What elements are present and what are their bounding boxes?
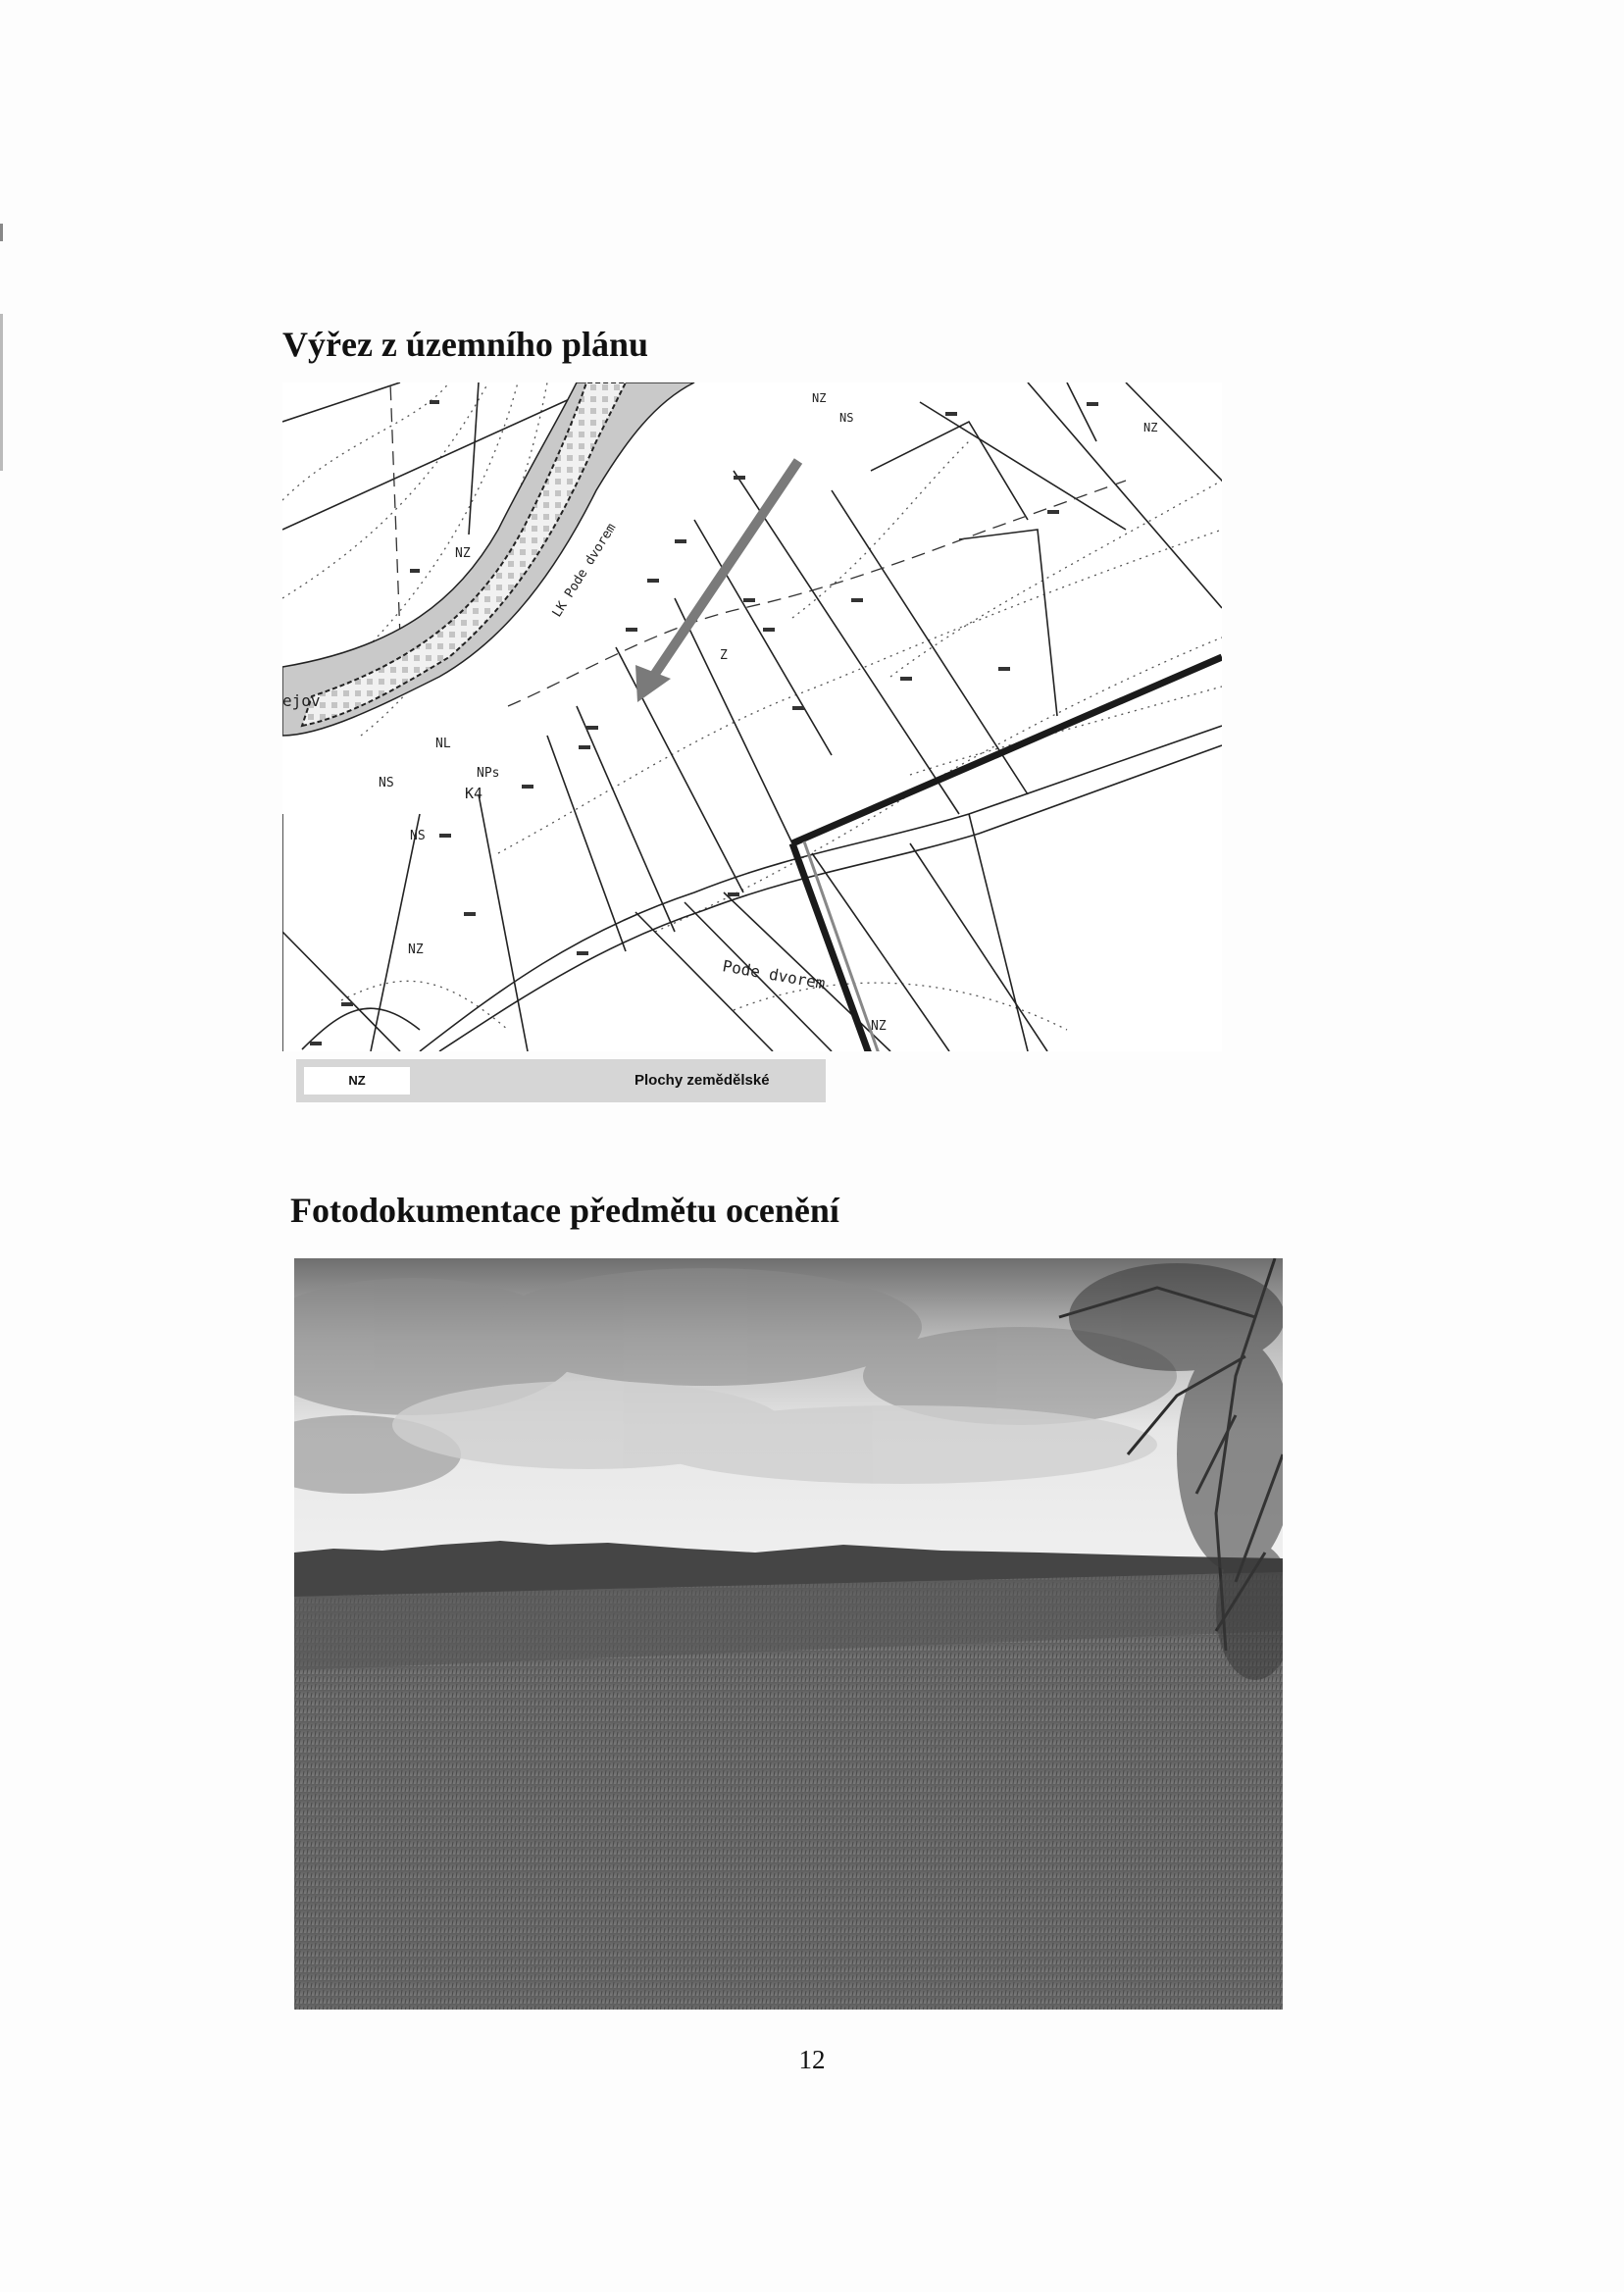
page-number: 12: [798, 2045, 826, 2074]
map-label-nz-lower: NZ: [408, 942, 424, 957]
map-label-nz-upper-left: NZ: [455, 546, 471, 561]
map-label-ejov: ejov: [282, 691, 321, 710]
contour-lines: [282, 382, 1222, 1030]
map-label-z-mid: Z: [720, 648, 728, 663]
map-label-road-name: LK Pode dvorem: [549, 521, 620, 621]
map-legend: [296, 1059, 826, 1102]
map-label-ns-lower: NS: [410, 829, 426, 843]
plan-section-title: Výřez z územního plánu: [282, 325, 648, 364]
map-label-nz-top: NZ: [812, 391, 827, 405]
scan-edge-mark: [0, 224, 3, 241]
map-label-nz-top-right: NZ: [1143, 421, 1158, 434]
legend-code: NZ: [304, 1067, 410, 1095]
map-label-nps: NPs: [477, 766, 500, 781]
field-photo: [294, 1258, 1283, 2010]
photo-section-title: Fotodokumentace předmětu ocenění: [290, 1191, 839, 1230]
arrow-icon: [635, 461, 798, 702]
map-label-ns-left: NS: [379, 776, 394, 790]
map-label-ns-top: NS: [839, 411, 854, 425]
zoning-plan-map: [282, 382, 1222, 1051]
map-label-nl: NL: [435, 737, 451, 751]
map-label-nz-bottom: NZ: [871, 1019, 887, 1034]
map-label-k4: K4: [465, 785, 483, 802]
legend-name: Plochy zemědělské: [634, 1072, 770, 1089]
map-label-locality: Pode dvorem: [721, 956, 827, 993]
scan-edge-mark: [0, 314, 3, 471]
